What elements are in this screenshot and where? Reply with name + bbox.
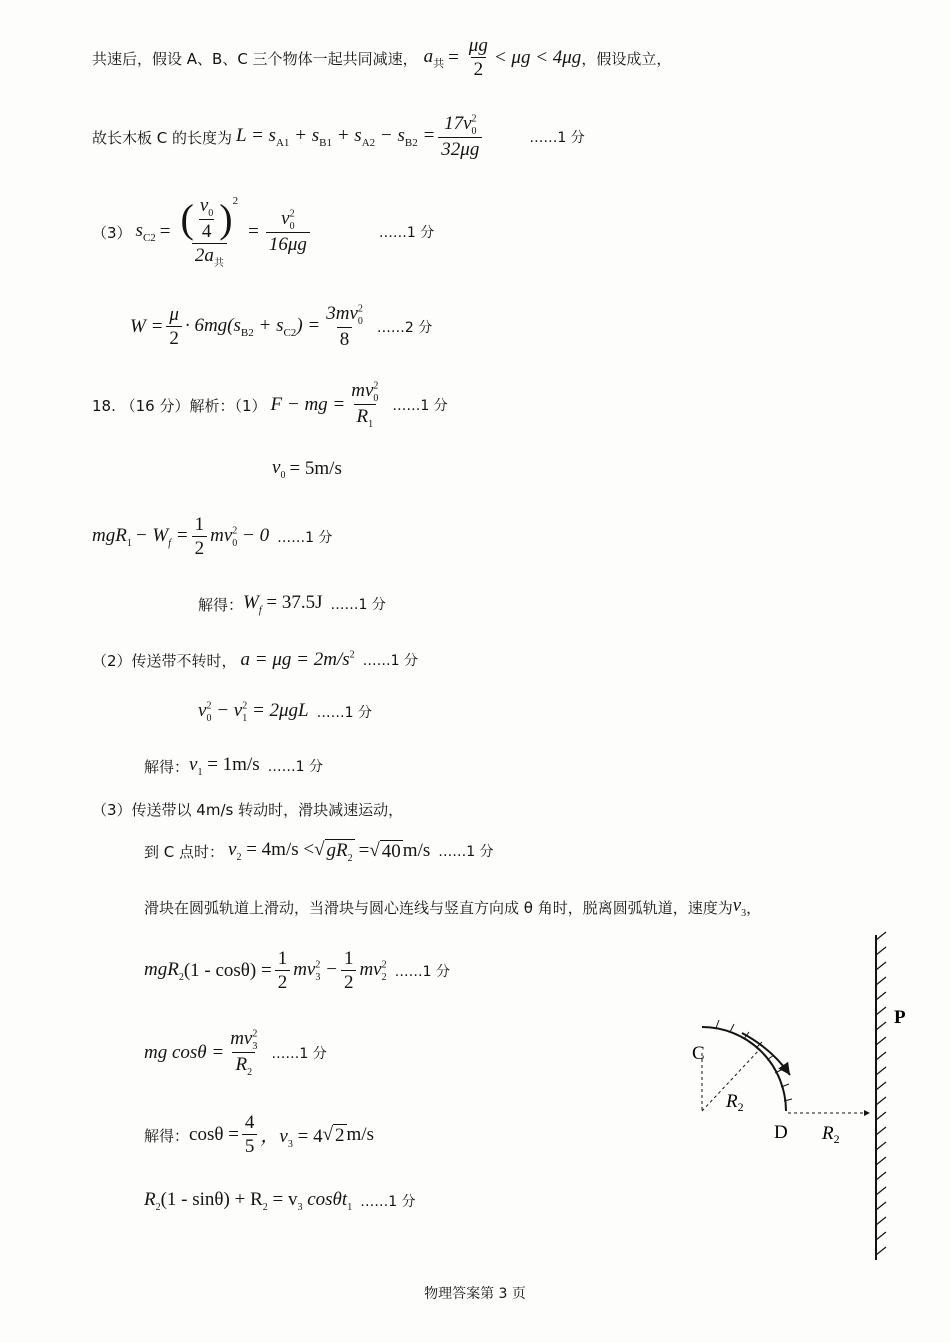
- v3-label: $v_3$: [732, 895, 747, 919]
- line-17: 解得： cosθ = $\frac{4}{5}$ ，$v_3 = 4$ √ 2 m/s: [144, 1112, 374, 1157]
- line-12-text: （3）传送带以 4m/s 转动时，滑块减速运动，: [92, 800, 404, 819]
- line-4: [130, 300, 432, 354]
- arc-hatching: [716, 1020, 792, 1101]
- fraction-v0-over-4-squared: ( $\frac{v_0}{4}$ ) $^2$ $2a_共$: [180, 195, 239, 269]
- line-9-label: （2）传送带不转时，: [92, 651, 237, 670]
- line-3-label: （3）: [92, 223, 132, 242]
- line-17-label: 解得：: [144, 1126, 190, 1145]
- label-P: P: [894, 1007, 906, 1028]
- v2-compare: $v_2 = 4m/s$ <: [228, 839, 315, 863]
- line-8-label: 解得：: [198, 595, 244, 614]
- line-1: 共速后，假设 A、B、C 三个物体一起共同减速， $a_共$ = $\frac{\mu g}{2}$ < μg < 4μg ，假设成立，: [92, 35, 672, 80]
- line-9: [92, 646, 418, 674]
- fraction-mv0sq-over-R1: $\frac{mv^2_0}{R_1}$: [351, 380, 379, 430]
- label-R2-distance: $R_2$: [822, 1123, 840, 1146]
- line-5-label: 18. （16 分）解析：（1）: [92, 396, 267, 415]
- mv3sq: $mv^2_3$ −: [293, 959, 338, 983]
- line-7-points: ……1 分: [277, 530, 333, 546]
- arc-track: [702, 1027, 786, 1111]
- mgR1: mgR$_1$: [92, 525, 132, 549]
- line-14: 滑块在圆弧轨道上滑动，当滑块与圆心连线与竖直方向成 θ 角时，脱离圆弧轨道，速度为 $v_3$ ，: [144, 895, 762, 919]
- sqrt-gR2: √ $gR_2$: [314, 838, 353, 864]
- line-16: [144, 1026, 327, 1080]
- fraction-mv3sq-over-R2: $\frac{mv^2_3}{R_2}$: [230, 1028, 258, 1078]
- length-expr: $L = s_{A1} + s_{B1} + s_{A2} - s_{B2}$ =: [236, 125, 436, 149]
- line-3: （3） $s_{C2}$ = ( $\frac{v_0}{4}$ ) $^2$ $2a_共$ = $\frac{v^2_0}{16\mu g}$ ……1 分: [92, 195, 435, 269]
- line-18-expr: $R_2(1 - \sin\theta) + R_2 = v_3$ cosθt$_1$: [144, 1189, 353, 1213]
- line-11-label: 解得：: [144, 757, 190, 776]
- fraction-half-b: $\frac{1}{2}$: [341, 948, 357, 994]
- line-10: [198, 698, 372, 726]
- line-1-tail: ，假设成立，: [581, 49, 672, 68]
- mv2sq: $mv^2_2$: [359, 959, 387, 983]
- line-14-text: 滑块在圆弧轨道上滑动，当滑块与圆心连线与竖直方向成 θ 角时，脱离圆弧轨道，速度为: [144, 898, 733, 917]
- fraction-v0sq-over-16mug: $\frac{v^2_0}{16\mu g}$: [266, 208, 310, 256]
- v0-label: $v_0$: [272, 457, 286, 481]
- v3-value: ，$v_3 = 4$: [260, 1125, 323, 1150]
- sqrt-2: √ 2: [322, 1123, 345, 1146]
- fraction-half-a: $\frac{1}{2}$: [275, 948, 291, 994]
- line-2-text: 故长木板 C 的长度为: [92, 128, 233, 147]
- line-15: [144, 946, 450, 996]
- fraction-3mv0sq-over-8: $\frac{3mv^2_0}{8}$: [326, 303, 363, 350]
- line-2-points: ……1 分: [529, 130, 585, 146]
- wall-hatching: [876, 932, 886, 1255]
- label-C: C: [692, 1043, 705, 1064]
- v0-value: = 5m/s: [289, 458, 342, 479]
- line-16-points: ……1 分: [271, 1046, 327, 1062]
- W-middle: · $6mg(s_{B2} + s_{C2})$ =: [184, 315, 321, 339]
- page-footer: 物理答案第 3 页: [424, 1286, 526, 1302]
- fraction-mug-over-2: $\frac{\mu g}{2}$: [468, 35, 488, 80]
- line-13: 到 C 点时： $v_2 = 4m/s$ < √ $gR_2$ = √ 40 m/s ……1 分: [144, 838, 494, 864]
- arc-wall-diagram: [660, 925, 920, 1270]
- a-shared: $a_共$: [423, 45, 445, 70]
- fraction-17v0sq-over-32mug: $\frac{17v^2_0}{32\mu g}$: [438, 113, 482, 161]
- v1-value: $v_1 = 1m/s$: [189, 754, 260, 778]
- line-3-points: ……1 分: [378, 225, 435, 241]
- line-5: [92, 380, 448, 430]
- Wf-value: $W_f = 37.5J$: [243, 592, 323, 616]
- line-2: [92, 110, 585, 164]
- fraction-1-over-2: $\frac{1}{2}$: [192, 514, 208, 560]
- one-minus-cos: (1 - cosθ) =: [183, 960, 272, 981]
- sC2: $s_{C2}$: [135, 220, 156, 244]
- v0sq-minus-v1sq: $v^2_0 - v^2_1 = 2\mu gL$: [198, 700, 309, 724]
- F-minus-mg: F − mg =: [270, 394, 346, 415]
- line-8-points: ……1 分: [330, 597, 386, 613]
- line-6: [272, 455, 342, 483]
- line-11-points: ……1 分: [267, 759, 323, 775]
- W-lhs: W =: [130, 316, 164, 337]
- line-5-points: ……1 分: [392, 398, 448, 414]
- line-12: [92, 796, 403, 822]
- line-7: [92, 512, 332, 562]
- fraction-4-over-5: $\frac{4}{5}$: [242, 1112, 258, 1158]
- inequality: < μg < 4μg: [493, 47, 582, 68]
- line-11: [144, 752, 323, 780]
- line-4-points: ……2 分: [376, 320, 433, 336]
- line-18-points: ……1 分: [360, 1194, 416, 1210]
- line-10-points: ……1 分: [316, 705, 372, 721]
- line-13-label: 到 C 点时：: [144, 842, 225, 861]
- fraction-mu-over-2: $\frac{\mu}{2}$: [166, 304, 182, 350]
- line-13-points: ……1 分: [438, 844, 494, 860]
- label-R2-arc: $R_2$: [726, 1091, 744, 1114]
- mg-cos: mg cosθ =: [144, 1042, 225, 1063]
- cos-eq: cosθ =: [189, 1124, 239, 1145]
- sqrt-40: √ 40: [369, 839, 401, 862]
- line-18: [144, 1186, 416, 1216]
- line-1-text: 共速后，假设 A、B、C 三个物体一起共同减速，: [92, 49, 418, 68]
- line-15-points: ……1 分: [394, 964, 450, 980]
- mgR2: mgR$_2$: [144, 959, 184, 983]
- line-8: [198, 590, 386, 618]
- line-9-points: ……1 分: [362, 653, 418, 669]
- mv0-tail: $mv^2_0 - 0$: [210, 525, 270, 549]
- label-D: D: [774, 1122, 788, 1143]
- acceleration: $a = \mu g = 2m/s^2$: [240, 649, 355, 670]
- minus-Wf: − $W_f$ =: [134, 525, 189, 549]
